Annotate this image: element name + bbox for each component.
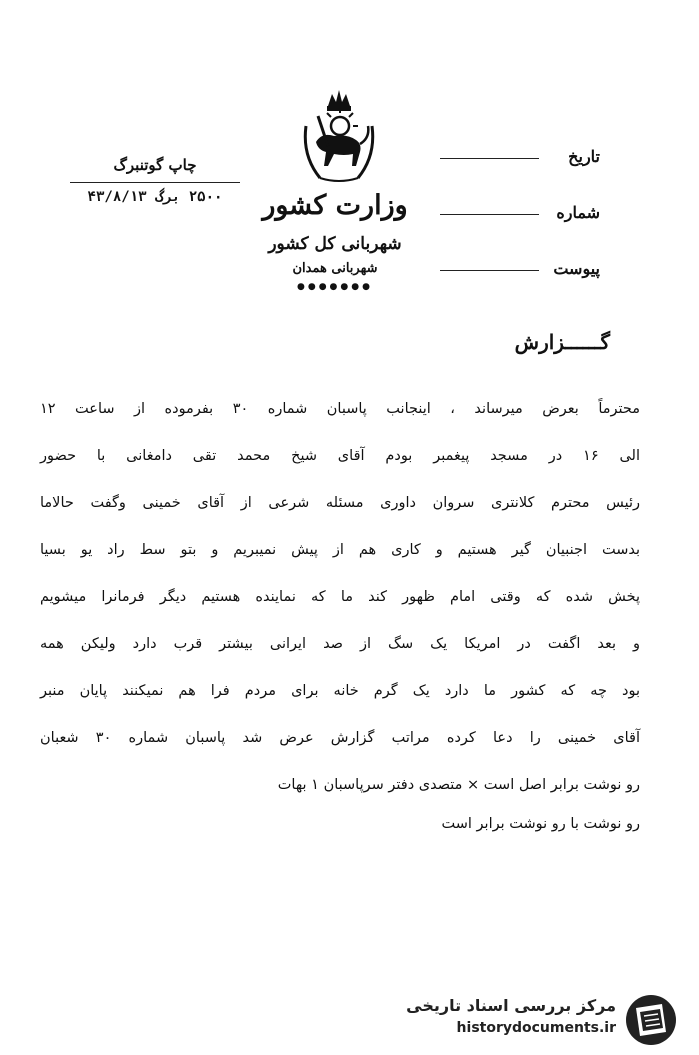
watermark-url[interactable]: historydocuments.ir xyxy=(456,1020,616,1036)
printer-name: چاپ گوتنبرگ xyxy=(113,156,197,174)
report-line: محترماً بعرض میرساند ، اینجانب پاسبان شماره ۳۰ بفرموده از ساعت ۱۲ xyxy=(40,401,641,417)
attachment-line xyxy=(440,270,539,271)
header-fields xyxy=(440,128,600,296)
report-line: رو نوشت برابر اصل است × متصدی دفتر سرپاسبان ۱ بهات xyxy=(277,777,640,793)
header-dotted-rule: ●●●●●●● xyxy=(297,282,373,292)
report-line: رئیس محترم کلانتری سروان داوری مسئله شرعی از آقای خمینی وگفت حالاما xyxy=(40,495,640,511)
report-line: پخش شده که وقتی امام ظهور کند ما که نماینده هستیم دیگر فرمانرا میشویم xyxy=(40,589,640,605)
watermark xyxy=(406,992,690,1048)
printer-code: ۲۵۰۰ برگ ۴۳/۸/۱۳ xyxy=(87,189,223,205)
date-line xyxy=(440,158,539,159)
archive-logo-icon xyxy=(622,992,680,1048)
attachment-field xyxy=(440,240,600,296)
number-label: شماره xyxy=(556,202,600,222)
printer-divider xyxy=(70,182,240,183)
report-line: و بعد اگفت در امریکا یک سگ از صد ایرانی بیشتر قرب دارد ولیکن همه xyxy=(40,636,640,652)
number-field xyxy=(440,184,600,240)
lion-and-sun-emblem xyxy=(298,86,380,186)
date-label: تاریخ xyxy=(568,146,600,166)
date-field xyxy=(440,128,600,184)
report-line: الی ۱۶ در مسجد پیغمبر بودم آقای شیخ محمد تقی دامغانی با حضور xyxy=(40,448,640,464)
attachment-label: پیوست xyxy=(553,258,600,278)
report-line: آقای خمینی را دعا کرده مراتب گزارش عرض شد پاسبان شماره ۳۰ شعبان xyxy=(40,730,640,746)
copy-note: رو نوشت با رو نوشت برابر است xyxy=(441,816,640,832)
report-body xyxy=(40,386,640,839)
department-name: شهربانی کل کشور xyxy=(268,234,402,254)
report-title: گــــــزارش xyxy=(514,330,610,354)
ministry-header xyxy=(230,186,440,294)
watermark-name: مرکز بررسی اسناد تاریخی xyxy=(406,996,616,1015)
report-line: بدست اجنبیان گیر هستیم و کاری هم از پیش نمیبریم و بتو سط راد یو بسیا xyxy=(40,542,640,558)
ministry-name: وزارت کشور xyxy=(262,190,408,221)
printer-note xyxy=(70,156,240,205)
report-line: بود چه که کشور ما دارد یک گرم خانه برای مردم فرا هم نمیکنند پایان منبر xyxy=(40,683,640,699)
number-line xyxy=(440,214,539,215)
branch-name: شهربانی همدان xyxy=(292,261,378,276)
